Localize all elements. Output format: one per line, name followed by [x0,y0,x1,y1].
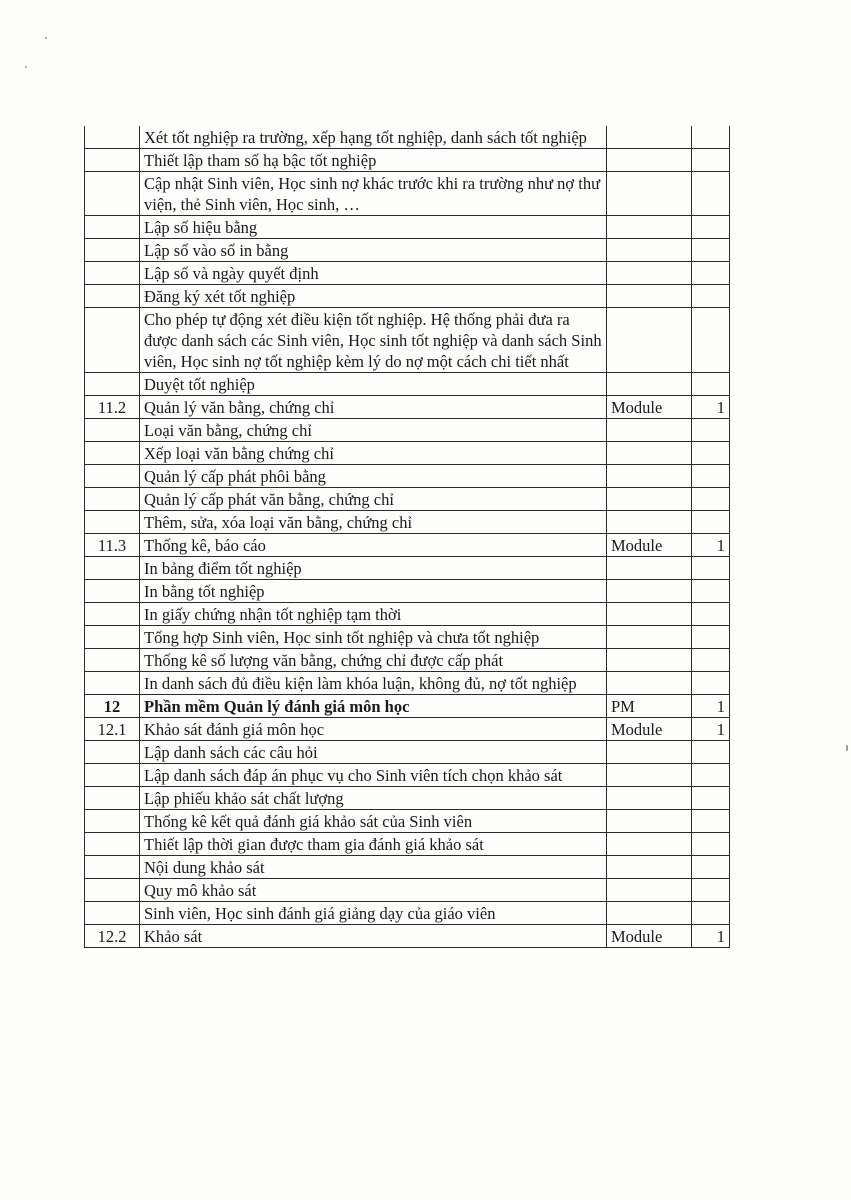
cell-description: In giấy chứng nhận tốt nghiệp tạm thời [140,603,607,626]
cell-unit [607,810,692,833]
cell-description: Lập phiếu khảo sát chất lượng [140,787,607,810]
cell-unit [607,856,692,879]
table-row [85,511,730,534]
cell-quantity [692,126,730,149]
table-row [85,902,730,925]
cell-quantity [692,649,730,672]
cell-quantity [692,373,730,396]
cell-number [85,787,140,810]
cell-number [85,603,140,626]
cell-description: Tổng hợp Sinh viên, Học sinh tốt nghiệp và chưa tốt nghiệp [140,626,607,649]
cell-quantity [692,172,730,216]
cell-quantity [692,419,730,442]
cell-quantity [692,603,730,626]
cell-number [85,649,140,672]
cell-description: Sinh viên, Học sinh đánh giá giảng dạy của giáo viên [140,902,607,925]
cell-description: Lập số vào số in bằng [140,239,607,262]
cell-quantity [692,580,730,603]
cell-description: Thống kê, báo cáo [140,534,607,557]
cell-number [85,764,140,787]
cell-number [85,239,140,262]
cell-unit [607,126,692,149]
cell-quantity [692,810,730,833]
cell-number [85,442,140,465]
cell-quantity [692,856,730,879]
cell-unit [607,216,692,239]
cell-unit [607,442,692,465]
cell-description: Thiết lập thời gian được tham gia đánh giá khảo sát [140,833,607,856]
cell-quantity: 1 [692,534,730,557]
table-row [85,856,730,879]
cell-quantity [692,902,730,925]
cell-number [85,488,140,511]
cell-quantity [692,764,730,787]
cell-description: In bảng điểm tốt nghiệp [140,557,607,580]
cell-quantity [692,741,730,764]
cell-number [85,879,140,902]
cell-number [85,285,140,308]
table-row [85,239,730,262]
cell-number [85,810,140,833]
cell-number [85,262,140,285]
cell-unit [607,787,692,810]
cell-number [85,373,140,396]
table-row [85,879,730,902]
table-row [85,925,730,948]
cell-description: Quy mô khảo sát [140,879,607,902]
table-row [85,649,730,672]
cell-description: Quản lý cấp phát văn bằng, chứng chỉ [140,488,607,511]
table-row [85,285,730,308]
cell-unit [607,465,692,488]
cell-quantity [692,216,730,239]
cell-number [85,172,140,216]
cell-number [85,902,140,925]
cell-quantity [692,488,730,511]
cell-quantity [692,879,730,902]
cell-description: Duyệt tốt nghiệp [140,373,607,396]
cell-number [85,856,140,879]
cell-number: 11.3 [85,534,140,557]
cell-unit [607,285,692,308]
cell-unit [607,764,692,787]
cell-number [85,511,140,534]
table-row [85,534,730,557]
cell-quantity: 1 [692,396,730,419]
table-row [85,216,730,239]
cell-quantity [692,626,730,649]
cell-unit [607,239,692,262]
cell-description: Xếp loại văn bằng chứng chỉ [140,442,607,465]
cell-number [85,741,140,764]
cell-number [85,672,140,695]
cell-unit: Module [607,534,692,557]
cell-quantity: 1 [692,695,730,718]
cell-unit [607,172,692,216]
cell-unit [607,373,692,396]
cell-unit [607,262,692,285]
table-row [85,718,730,741]
cell-number: 12 [85,695,140,718]
cell-description: Loại văn bằng, chứng chỉ [140,419,607,442]
cell-description: Thiết lập tham số hạ bậc tốt nghiệp [140,149,607,172]
cell-description: Lập danh sách đáp án phục vụ cho Sinh viên tích chọn khảo sát [140,764,607,787]
cell-quantity: 1 [692,925,730,948]
table-row [85,741,730,764]
cell-description: Lập số hiệu bằng [140,216,607,239]
table-row [85,787,730,810]
cell-number [85,580,140,603]
requirements-table-body [85,126,730,948]
table-row [85,419,730,442]
table-row [85,764,730,787]
cell-unit [607,879,692,902]
cell-unit [607,557,692,580]
cell-description: Đăng ký xét tốt nghiệp [140,285,607,308]
cell-number: 12.1 [85,718,140,741]
cell-unit [607,580,692,603]
cell-number: 11.2 [85,396,140,419]
table-row [85,488,730,511]
cell-quantity [692,672,730,695]
cell-description: Khảo sát đánh giá môn học [140,718,607,741]
cell-number [85,149,140,172]
cell-quantity [692,787,730,810]
table-row [85,833,730,856]
table-row [85,308,730,373]
scan-speck [45,37,47,39]
cell-description: Thống kê số lượng văn bằng, chứng chỉ được cấp phát [140,649,607,672]
cell-unit [607,833,692,856]
cell-unit [607,626,692,649]
cell-unit [607,603,692,626]
cell-unit: PM [607,695,692,718]
cell-unit [607,649,692,672]
table-row [85,442,730,465]
cell-number [85,626,140,649]
cell-unit [607,902,692,925]
cell-description: Phần mềm Quản lý đánh giá môn học [140,695,607,718]
table-row [85,695,730,718]
cell-unit [607,511,692,534]
cell-description: Lập số và ngày quyết định [140,262,607,285]
cell-number [85,465,140,488]
cell-description: Cho phép tự động xét điều kiện tốt nghiệp. Hệ thống phải đưa ra được danh sách các Sinh viên, Học sinh tốt nghiệp và danh sách Sinh viên, Học sinh nợ tốt nghiệp kèm lý do nợ một cách chi tiết nhất [140,308,607,373]
cell-quantity [692,442,730,465]
cell-quantity: 1 [692,718,730,741]
cell-number [85,419,140,442]
cell-number [85,308,140,373]
table-row [85,373,730,396]
cell-number [85,833,140,856]
table-row [85,149,730,172]
cell-quantity [692,308,730,373]
requirements-table [84,126,730,948]
table-row [85,626,730,649]
cell-description: Quản lý văn bằng, chứng chỉ [140,396,607,419]
scan-speck [846,745,848,751]
cell-description: Quản lý cấp phát phôi bằng [140,465,607,488]
cell-description: Xét tốt nghiệp ra trường, xếp hạng tốt nghiệp, danh sách tốt nghiệp [140,126,607,149]
cell-number [85,557,140,580]
table-row [85,262,730,285]
cell-quantity [692,285,730,308]
table-row [85,126,730,149]
cell-description: Thống kê kết quả đánh giá khảo sát của Sinh viên [140,810,607,833]
cell-description: Nội dung khảo sát [140,856,607,879]
table-row [85,580,730,603]
cell-number: 12.2 [85,925,140,948]
cell-description: Thêm, sửa, xóa loại văn bằng, chứng chỉ [140,511,607,534]
cell-description: Lập danh sách các câu hỏi [140,741,607,764]
table-row [85,396,730,419]
cell-quantity [692,511,730,534]
cell-unit: Module [607,718,692,741]
cell-unit [607,308,692,373]
cell-description: In bằng tốt nghiệp [140,580,607,603]
table-row [85,465,730,488]
table-row [85,557,730,580]
cell-description: In danh sách đủ điều kiện làm khóa luận, không đủ, nợ tốt nghiệp [140,672,607,695]
cell-quantity [692,239,730,262]
table-row [85,672,730,695]
cell-quantity [692,557,730,580]
cell-number [85,126,140,149]
cell-unit [607,488,692,511]
cell-unit [607,741,692,764]
cell-quantity [692,262,730,285]
cell-description: Cập nhật Sinh viên, Học sinh nợ khác trước khi ra trường như nợ thư viện, thẻ Sinh viên, Học sinh, … [140,172,607,216]
cell-unit: Module [607,396,692,419]
cell-unit [607,672,692,695]
cell-unit [607,149,692,172]
cell-unit: Module [607,925,692,948]
cell-quantity [692,833,730,856]
table-row [85,810,730,833]
table-row [85,172,730,216]
cell-description: Khảo sát [140,925,607,948]
cell-number [85,216,140,239]
cell-unit [607,419,692,442]
cell-quantity [692,465,730,488]
cell-quantity [692,149,730,172]
table-row [85,603,730,626]
scan-speck [25,66,27,68]
